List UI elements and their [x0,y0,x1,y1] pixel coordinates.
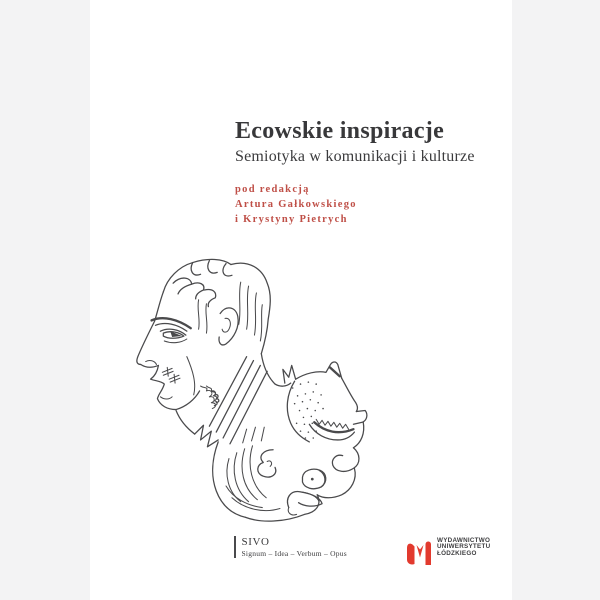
editors-line-2: Artura Gałkowskiego [235,199,357,211]
man-profile-owl-drawing-icon [130,250,375,526]
book-subtitle: Semiotyka w komunikacji i kulturze [235,148,475,166]
series-name: SIVO [241,536,270,548]
publisher-name [437,538,490,557]
editors-block [235,182,475,227]
series-divider [234,536,236,558]
editors-line-1: pod redakcją [235,184,310,196]
publisher-logo-icon [406,537,432,567]
publisher-line-3: ŁÓDZKIEGO [437,549,477,557]
publisher-line-1: WYDAWNICTWO [437,537,491,544]
book-cover [90,0,512,600]
series-text [242,536,347,558]
profile-sketch-illustration [130,250,375,526]
editors-line-3: i Krystyny Pietrych [235,214,348,226]
title-block [235,117,475,227]
book-title: Ecowskie inspiracje [235,118,445,144]
series-motto: Signum – Idea – Verbum – Opus [241,549,347,558]
publisher-line-2: UNIWERSYTETU [437,543,491,551]
series-block [234,536,347,558]
publisher-block [406,536,490,567]
